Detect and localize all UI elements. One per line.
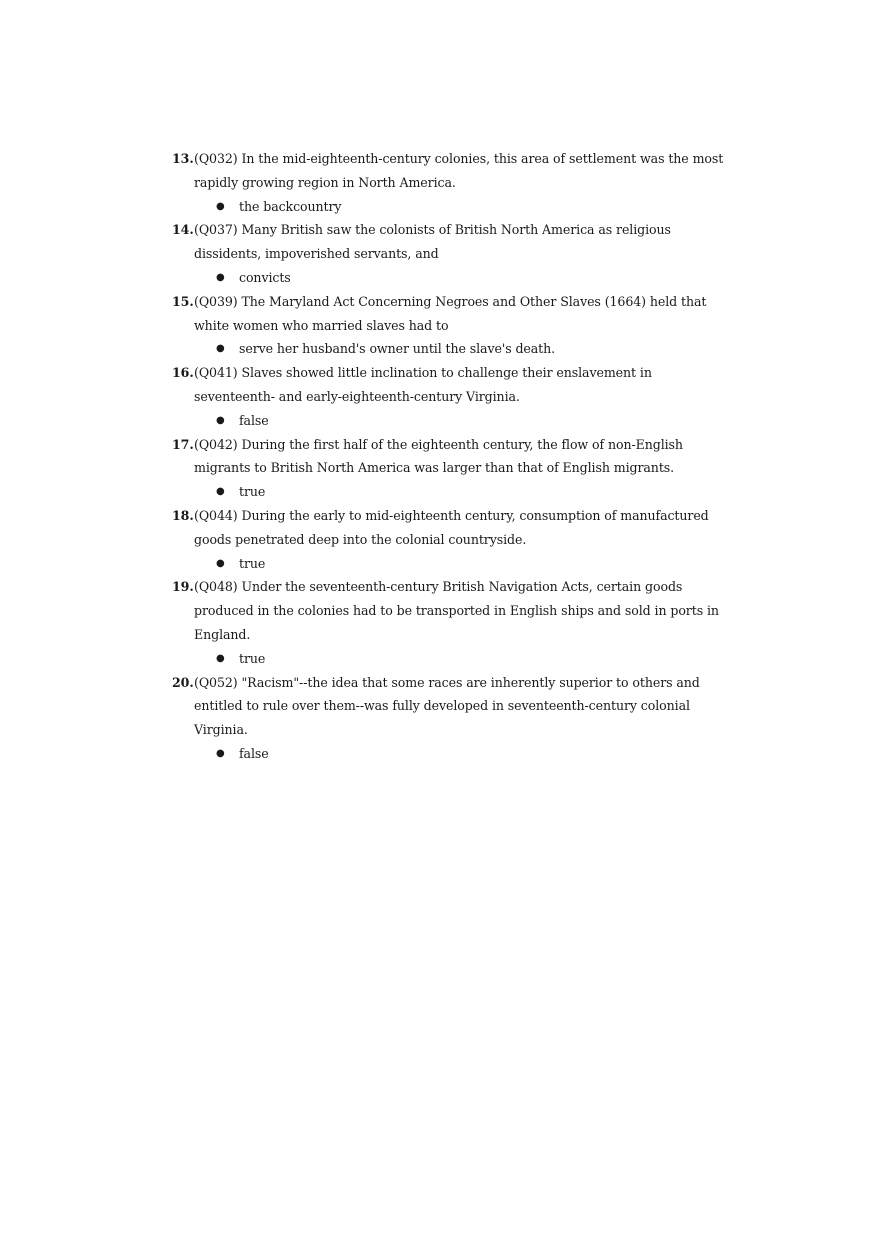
question-text: (Q048) Under the seventeenth-century British Navigation Acts, certain goods produced in the colonies had to be transported in English ships and sold in ports in England. [194, 579, 719, 642]
bullet-icon: ● [216, 652, 225, 664]
question-item-20 [172, 671, 732, 766]
question-number: 19. [172, 579, 194, 595]
question-item-17 [172, 433, 732, 504]
question-number: 17. [172, 436, 194, 452]
question-text: (Q044) During the early to mid-eighteenth century, consumption of manufactured goods penetrated deep into the colonial countryside. [194, 507, 709, 547]
answer-item [194, 266, 732, 290]
answer-item [194, 647, 732, 671]
answer-item [194, 552, 732, 576]
bullet-icon: ● [216, 271, 225, 283]
answer-text: convicts [239, 269, 291, 285]
question-text: (Q037) Many British saw the colonists of British North America as religious dissidents, impoverished servants, and [194, 222, 671, 262]
answer-item [194, 337, 732, 361]
bullet-icon: ● [216, 343, 225, 355]
answer-text: true [239, 555, 266, 571]
answer-list [194, 552, 732, 576]
answer-list [194, 647, 732, 671]
answer-text: the backcountry [239, 198, 342, 214]
question-number: 18. [172, 507, 194, 523]
question-text: (Q042) During the first half of the eighteenth century, the flow of non-English migrants to British North America was larger than that of English migrants. [194, 436, 683, 476]
question-number: 16. [172, 365, 194, 381]
question-list [172, 147, 732, 766]
answer-text: serve her husband's owner until the slave's death. [239, 341, 556, 357]
answer-text: true [239, 650, 266, 666]
answer-list [194, 409, 732, 433]
question-text: (Q041) Slaves showed little inclination to challenge their enslavement in seventeenth- and early-eighteenth-century Virginia. [194, 365, 652, 404]
question-item-15 [172, 290, 732, 361]
question-number: 14. [172, 222, 194, 238]
answer-list [194, 742, 732, 766]
answer-item [194, 409, 732, 433]
bullet-icon: ● [216, 747, 225, 759]
question-text: (Q052) "Racism"--the idea that some races are inherently superior to others and entitled to rule over them--was fully developed in seventeenth-century colonial Virginia. [194, 674, 700, 738]
question-text: (Q039) The Maryland Act Concerning Negroes and Other Slaves (1664) held that white women who married slaves had to [194, 293, 707, 333]
bullet-icon: ● [216, 557, 225, 569]
question-text: (Q032) In the mid-eighteenth-century colonies, this area of settlement was the most rapidly growing region in North America. [194, 151, 724, 190]
bullet-icon: ● [216, 200, 225, 212]
question-number: 13. [172, 151, 194, 166]
bullet-icon: ● [216, 414, 225, 426]
question-item-14 [172, 218, 732, 289]
question-number: 15. [172, 293, 194, 309]
answer-item [194, 742, 732, 766]
answer-text: true [239, 484, 266, 500]
bullet-icon: ● [216, 486, 225, 498]
answer-list [194, 195, 732, 219]
answer-list [194, 480, 732, 504]
answer-item [194, 195, 732, 219]
question-number: 20. [172, 674, 194, 690]
answer-text: false [239, 412, 269, 428]
question-item-19 [172, 575, 732, 670]
answer-list [194, 266, 732, 290]
question-item-13 [172, 147, 732, 218]
answer-item [194, 480, 732, 504]
answer-list [194, 337, 732, 361]
question-item-18 [172, 504, 732, 575]
answer-text: false [239, 745, 269, 761]
question-item-16 [172, 361, 732, 432]
